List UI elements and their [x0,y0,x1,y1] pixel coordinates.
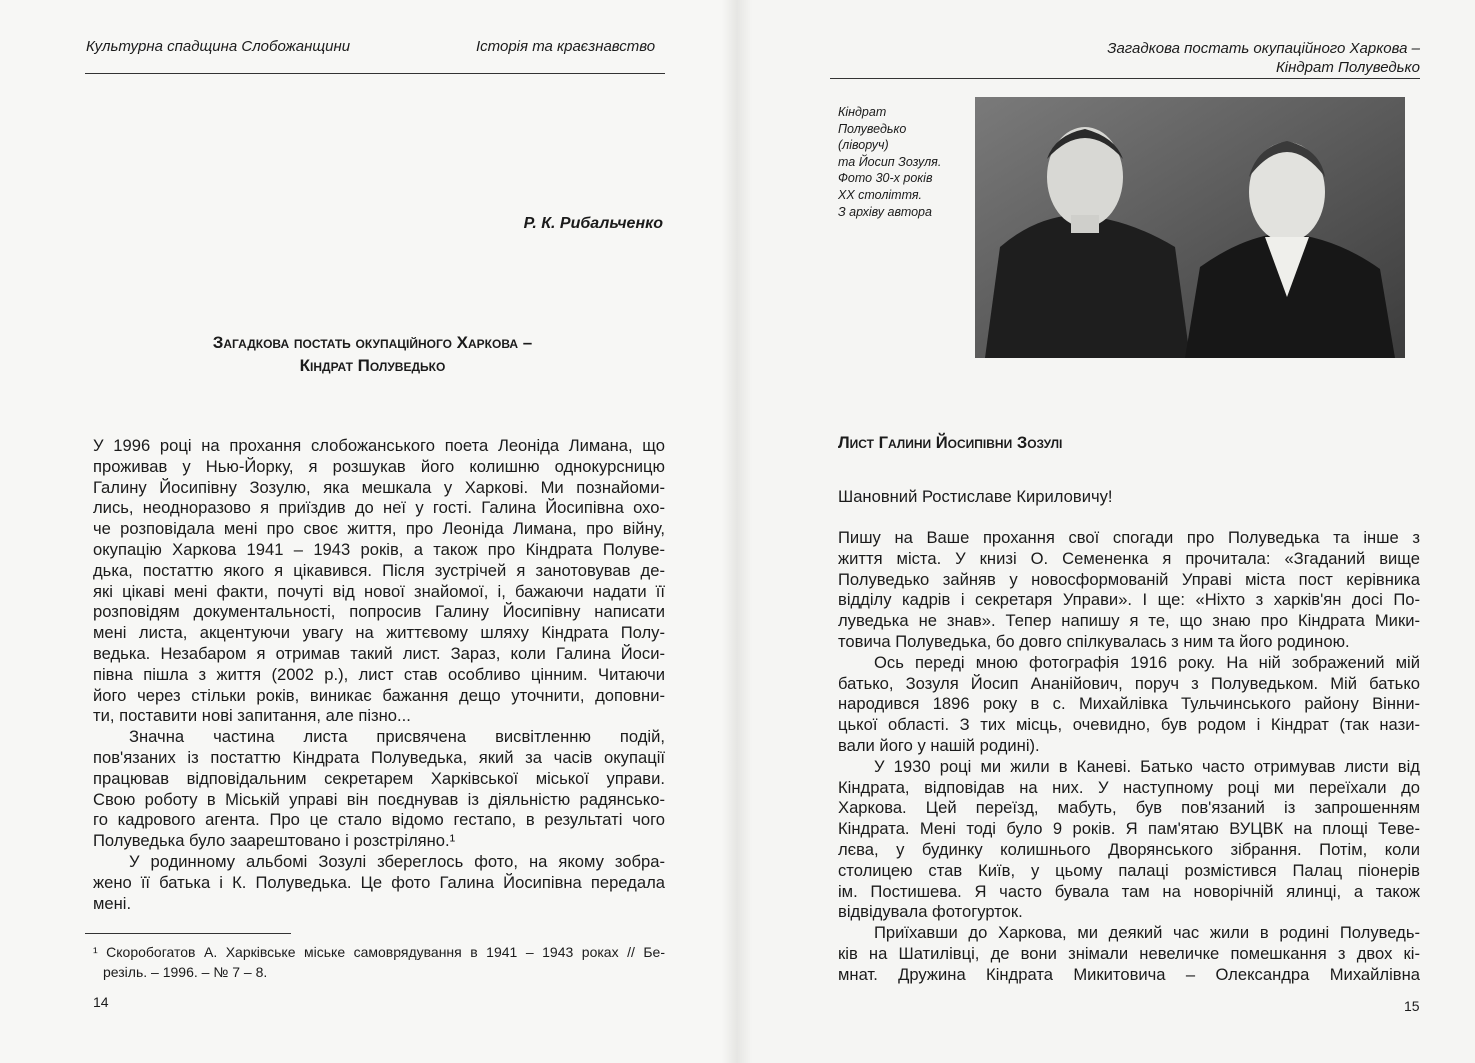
photo-caption-line: З архіву автора [838,204,932,219]
historical-photo [975,97,1405,358]
running-header-line: Кіндрат Полуведько [1275,59,1420,76]
text-line: Харкова. Цей переїзд, мабуть, був пов'язаний із запрошенням [838,798,1420,818]
running-header-section: Історія та краєзнавство [476,38,656,55]
footnote-line: резіль. – 1996. – № 7 – 8. [103,964,268,980]
article-title-line: Загадкова постать окупаційного Харкова – [212,333,533,352]
text-line: го кадрового агента. Про це стало відомо гестапо, в результаті чого [93,810,665,830]
page-number-right: 15 [1404,998,1420,1014]
text-line: пов'язаних із постаттю Кіндрата Полуведька, який за часів окупації [93,747,665,767]
book-gutter [722,0,752,1063]
text-line: Кіндрата. Мені тоді було 9 років. Я пам'ятаю ВУЦВК на площі Теве- [838,819,1420,839]
article-title [80,331,665,377]
text-line: У 1996 році на прохання слобожанського поета Леоніда Лимана, що [93,436,665,455]
footnote [93,942,665,982]
text-line: че розповідала мені про своє життя, про Леоніда Лимана, про війну, [93,519,665,539]
header-rule-right [830,78,1420,79]
text-line: відвідувала фотогурток. [838,902,1023,922]
footnote-line: ¹ Скоробогатов А. Харківське міське самоврядування в 1941 – 1943 роках // Бе- [93,944,665,960]
left-body-text [93,436,665,914]
text-line: луведька не знав». Тепер напишу я те, що знаю про Кіндрата Мики- [838,611,1420,631]
text-line: товича Полуведька, бо довго спілкувалась з ним та його родиною. [838,631,1350,651]
article-title-line: Кіндрат Полуведько [299,356,446,375]
two-men-portrait-image [975,97,1405,358]
photo-caption-line: Кіндрат [838,105,887,119]
text-line: життя міста. У книзі О. Семененка я прочитала: «Згаданий вище [838,548,1420,568]
text-line: мені листа, акцентуючи увагу на життєвому шляху Кіндрата Полу- [93,623,665,643]
text-line: відділу кадрів і секретаря Управи». І ще: «Ніхто з харків'ян досі По- [838,590,1420,610]
author-name: Р. К. Рибальченко [523,215,663,232]
text-line: окупацію Харкова 1941 – 1943 років, а також про Кіндрата Полуве- [93,539,665,559]
text-line: вали його у нашій родині). [838,735,1040,755]
text-line: У 1930 році ми жили в Каневі. Батько часто отримував листи від [874,756,1420,776]
text-line: мнат. Дружина Кіндрата Микитовича – Олександра Михайлівна [838,964,1420,984]
text-line: лєва, у будинку колишнього Дворянського зібрання. Потім, коли [838,839,1420,859]
header-rule [85,73,665,74]
text-line: працював відповідальним секретарем Харківської міської управи. [93,768,665,788]
text-line: ти, поставити нові запитання, але пізно... [93,706,411,726]
text-line: Галину Йосипівну Зозулю, яка мешкала у Харкові. Ми познайоми- [93,477,665,497]
text-line: які цікаві мені факти, почуті від нової знайомої, і, бажаючи надати її [93,581,665,601]
text-line: столицею став Київ, у цьому палаці розмістився Палац піонерів [838,860,1420,880]
letter-heading: Лист Галини Йосипівни Зозулі [838,433,1063,452]
text-line: ім. Постишева. Я часто бувала там на новорічній ялинці, а також [838,881,1420,901]
paragraph [93,436,665,727]
footnote-rule [85,933,291,934]
running-header-line: Загадкова постать окупаційного Харкова – [1107,40,1420,57]
photo-caption [838,104,941,220]
text-line: Полуведька було заарештовано і розстріляно.¹ [93,831,456,851]
text-line: Свою роботу в Міській управі він поєднував із діяльністю радянсько- [93,789,665,809]
paragraph [93,852,665,914]
paragraph [838,757,1420,923]
text-line: мені. [93,893,132,913]
text-line: півна пішла з життя (2002 р.), лист став особливо цінним. Читаючи [93,664,665,684]
text-line: Значна частина листа присвячена висвітленню подій, [129,727,665,747]
text-line: Кіндрата, відповідав на них. У наступному році ми переїхали до [838,777,1420,797]
text-line: У родинному альбомі Зозулі збереглось фото, на якому зобра- [129,851,665,871]
page-number-left: 14 [93,994,109,1010]
text-line: Полуведько зайняв у новосформованій Управі міста пост керівника [838,569,1420,589]
text-line: народився 1896 року в с. Михайлівка Тульчинського району Вінни- [838,694,1420,714]
running-header-right [1107,39,1420,77]
text-line: батько, Зозуля Йосип Ананійович, поруч з Полуведьком. Мій батько [838,673,1420,693]
text-line: жено її батька і К. Полуведька. Це фото Галина Йосипівна передала [93,872,665,892]
photo-caption-line: Полуведько [838,121,907,136]
text-line: Приїхавши до Харкова, ми деякий час жили в родині Полуведь- [874,923,1420,943]
text-line: ведька. Незабаром я отримав такий лист. Зараз, коли Галина Йоси- [93,643,665,663]
running-header-left: Культурна спадщина Слобожанщини [86,38,351,55]
text-line: Ось переді мною фотографія 1916 року. На ній зображений мій [874,652,1420,672]
photo-caption-line: (ліворуч) [838,138,889,153]
paragraph [838,528,1420,653]
text-line: цької області. З тих місць, очевидно, був родом і Кіндрат (так нази- [838,715,1420,735]
photo-caption-line: та Йосип Зозуля. [838,154,942,169]
paragraph [838,653,1420,757]
text-line: Пишу на Ваше прохання свої спогади про Полуведька та інше з [838,528,1420,547]
letter-salutation: Шановний Ростиславе Кириловичу! [838,487,1113,506]
text-line: дька, постаттю якого я цікавився. Після зустрічей я занотовував де- [93,560,665,580]
photo-caption-line: Фото 30-х років [838,171,933,186]
photo-caption-line: XX століття. [838,187,923,202]
right-body-text [838,528,1420,986]
text-line: проживав у Нью-Йорку, я розшукав його колишню однокурсницю [93,456,665,476]
text-line: його через стільки років, виникає бажання дещо уточнити, доповни- [93,685,665,705]
paragraph [838,923,1420,985]
text-line: лись, неодноразово я приїздив до неї у гості. Галина Йосипівна охо- [93,498,665,518]
text-line: розповідям документальності, попросив Галину Йосипівну написати [93,602,665,622]
paragraph [93,727,665,852]
text-line: ків на Шатилівці, де вони знімали невеличке помешкання з двох кі- [838,943,1420,963]
